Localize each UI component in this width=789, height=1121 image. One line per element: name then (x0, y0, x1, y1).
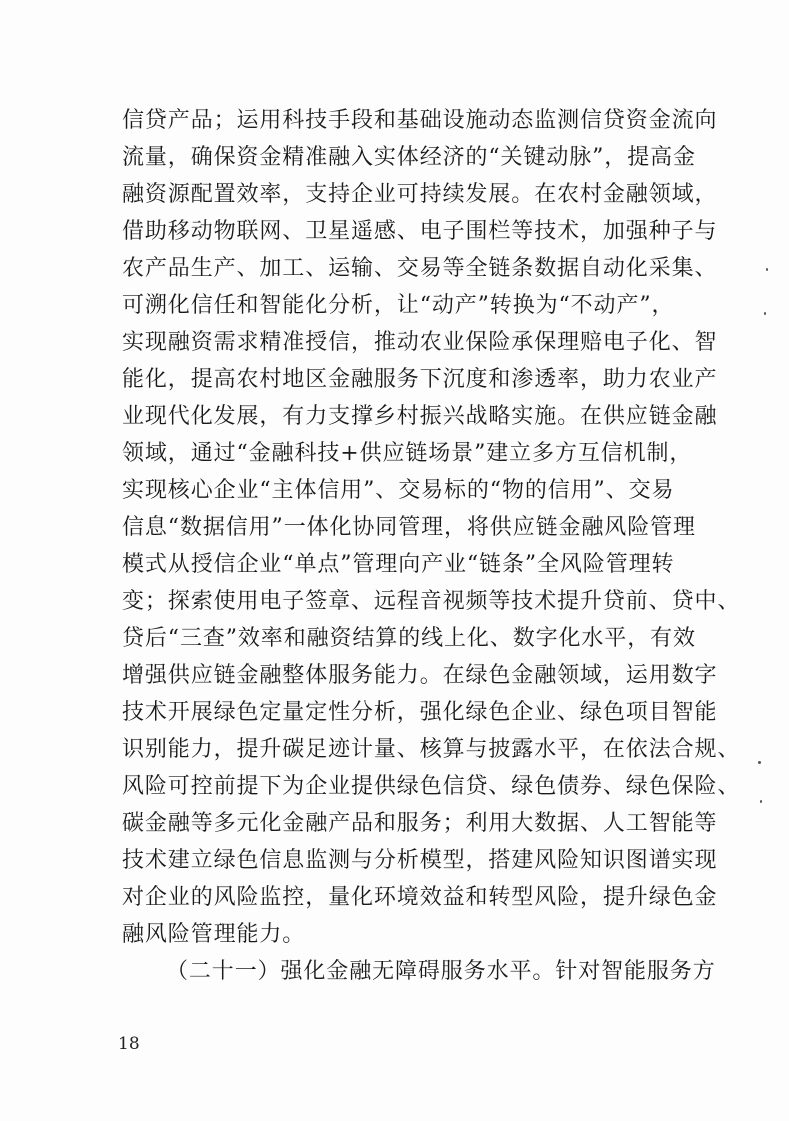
body-line-8: 能化，提高农村地区金融服务下沉度和渗透率，助力农业产 (122, 367, 718, 392)
body-line-22: 对企业的风险监控，量化环境效益和转型风险，提升绿色金 (122, 885, 718, 910)
body-line-16: 增强供应链金融整体服务能力。在绿色金融领域，运用数字 (122, 663, 718, 688)
scan-speck (758, 761, 761, 764)
body-line-15: 贷后“三查”效率和融资结算的线上化、数字化水平，有效 (122, 626, 696, 651)
body-line-21: 技术建立绿色信息监测与分析模型，搭建风险知识图谱实现 (122, 848, 718, 873)
body-line-12: 信息“数据信用”一体化协同管理，将供应链金融风险管理 (122, 515, 696, 540)
scan-speck (766, 268, 768, 271)
scan-speck (760, 800, 762, 803)
body-line-6: 可溯化信任和智能化分析，让“动产”转换为“不动产”， (122, 293, 675, 318)
body-line-10: 领域，通过“金融科技+供应链场景”建立多方互信机制， (122, 441, 693, 466)
body-line-3: 融资源配置效率，支持企业可持续发展。在农村金融领域， (122, 182, 718, 207)
body-line-4: 借助移动物联网、卫星遥感、电子围栏等技术，加强种子与 (122, 219, 718, 244)
body-line-20: 碳金融等多元化金融产品和服务；利用大数据、人工智能等 (122, 811, 718, 836)
body-line-7: 实现融资需求精准授信，推动农业保险承保理赔电子化、智 (122, 330, 718, 355)
body-line-17: 技术开展绿色定量定性分析，强化绿色企业、绿色项目智能 (122, 700, 718, 725)
body-line-2: 流量，确保资金精准融入实体经济的“关键动脉”，提高金 (122, 145, 696, 170)
scan-speck (764, 312, 766, 315)
body-line-11: 实现核心企业“主体信用”、交易标的“物的信用”、交易 (122, 478, 675, 503)
body-line-13: 模式从授信企业“单点”管理向产业“链条”全风险管理转 (122, 552, 675, 577)
body-line-14: 变；探索使用电子签章、远程音视频等技术提升贷前、贷中、 (122, 589, 741, 614)
body-line-19: 风险可控前提下为企业提供绿色信贷、绿色债券、绿色保险、 (122, 774, 741, 799)
body-line-23: 融风险管理能力。 (122, 922, 306, 947)
body-line-5: 农产品生产、加工、运输、交易等全链条数据自动化采集、 (122, 256, 718, 281)
section-heading: （二十一）强化金融无障碍服务水平。针对智能服务方 (166, 959, 716, 984)
body-line-1: 信贷产品；运用科技手段和基础设施动态监测信贷资金流向 (122, 108, 718, 133)
body-line-18: 识别能力，提升碳足迹计量、核算与披露水平，在依法合规、 (122, 737, 741, 762)
page-number: 18 (118, 1034, 140, 1054)
body-line-9: 业现代化发展，有力支撑乡村振兴战略实施。在供应链金融 (122, 404, 718, 429)
